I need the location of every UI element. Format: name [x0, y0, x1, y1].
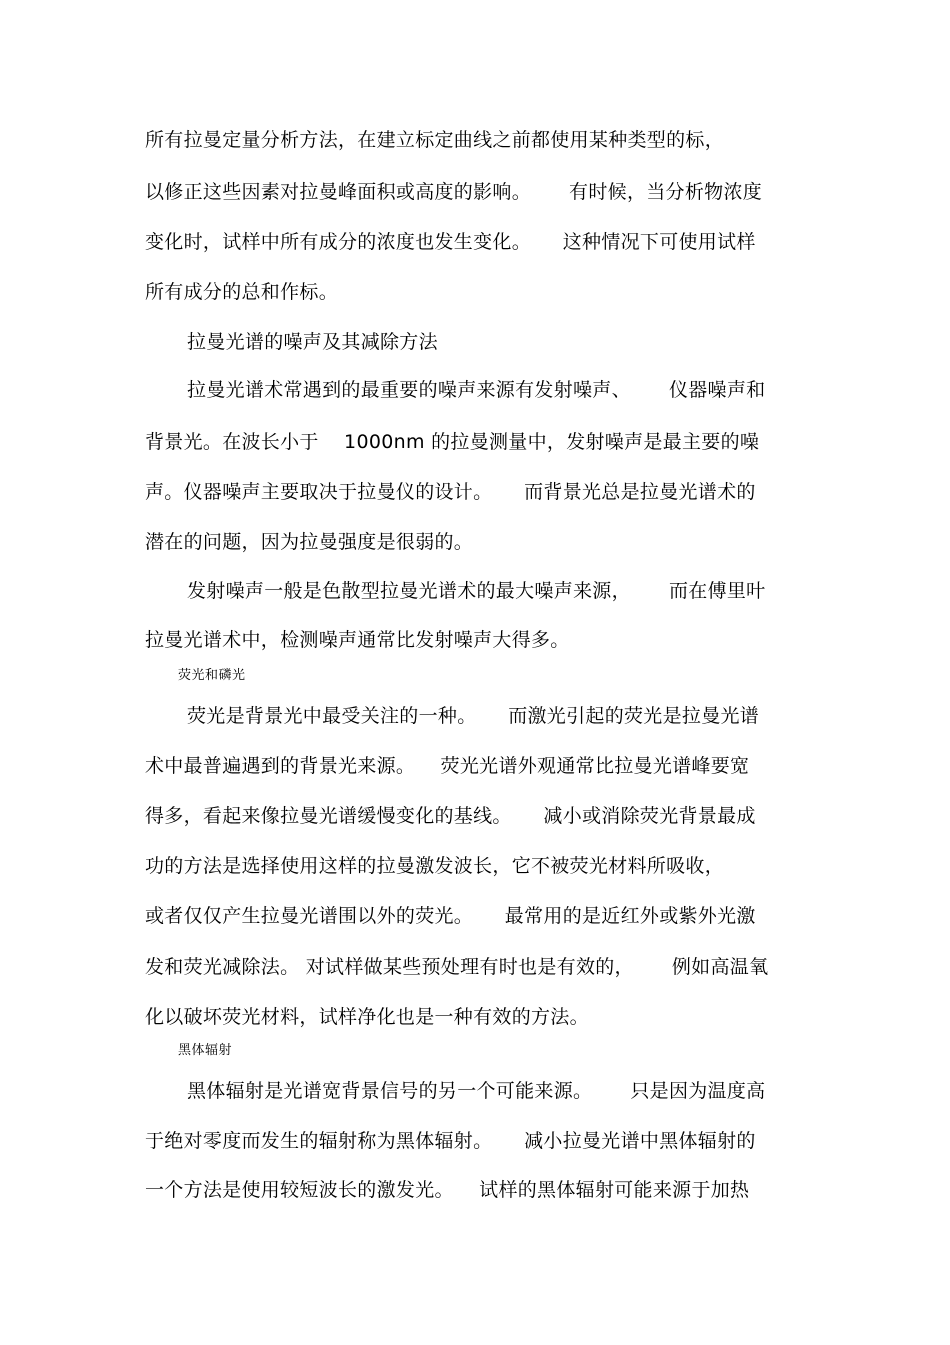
paragraph-line: 于绝对零度而发生的辐射称为黑体辐射。 减小拉曼光谱中黑体辐射的	[145, 1130, 756, 1152]
paragraph-line: 拉曼光谱术常遇到的最重要的噪声来源有发射噪声、 仪器噪声和	[187, 379, 766, 401]
paragraph-line: 荧光是背景光中最受关注的一种。 而激光引起的荧光是拉曼光谱	[187, 705, 760, 727]
paragraph-line: 化以破坏荧光材料，试样净化也是一种有效的方法。	[145, 1006, 589, 1028]
section-heading: 拉曼光谱的噪声及其减除方法	[187, 331, 438, 353]
paragraph-line: 潜在的问题，因为拉曼强度是很弱的。	[145, 531, 474, 553]
paragraph-line: 所有拉曼定量分析方法，在建立标定曲线之前都使用某种类型的标，	[145, 129, 725, 151]
paragraph-line: 以修正这些因素对拉曼峰面积或高度的影响。 有时候，当分析物浓度	[145, 181, 763, 203]
paragraph-line: 一个方法是使用较短波长的激发光。 试样的黑体辐射可能来源于加热	[145, 1179, 750, 1201]
paragraph-line: 所有成分的总和作标。	[145, 281, 339, 303]
paragraph-line: 拉曼光谱术中，检测噪声通常比发射噪声大得多。	[145, 629, 570, 651]
paragraph-line: 变化时，试样中所有成分的浓度也发生变化。 这种情况下可使用试样	[145, 231, 756, 253]
paragraph-line: 背景光。在波长小于 1000nm 的拉曼测量中，发射噪声是最主要的噪	[145, 431, 760, 453]
subsection-heading: 荧光和磷光	[178, 668, 246, 683]
paragraph-line: 发和荧光减除法。 对试样做某些预处理有时也是有效的， 例如高温氧	[145, 956, 769, 978]
paragraph-line: 声。仪器噪声主要取决于拉曼仪的设计。 而背景光总是拉曼光谱术的	[145, 481, 756, 503]
paragraph-line: 黑体辐射是光谱宽背景信号的另一个可能来源。 只是因为温度高	[187, 1080, 766, 1102]
paragraph-line: 或者仅仅产生拉曼光谱围以外的荧光。 最常用的是近红外或紫外光激	[145, 905, 756, 927]
paragraph-line: 术中最普遍遇到的背景光来源。 荧光光谱外观通常比拉曼光谱峰要宽	[145, 755, 750, 777]
paragraph-line: 得多，看起来像拉曼光谱缓慢变化的基线。 减小或消除荧光背景最成	[145, 805, 756, 827]
paragraph-line: 发射噪声一般是色散型拉曼光谱术的最大噪声来源， 而在傅里叶	[187, 580, 766, 602]
subsection-heading: 黑体辐射	[178, 1043, 233, 1058]
paragraph-line: 功的方法是选择使用这样的拉曼激发波长，它不被荧光材料所吸收，	[145, 855, 725, 877]
